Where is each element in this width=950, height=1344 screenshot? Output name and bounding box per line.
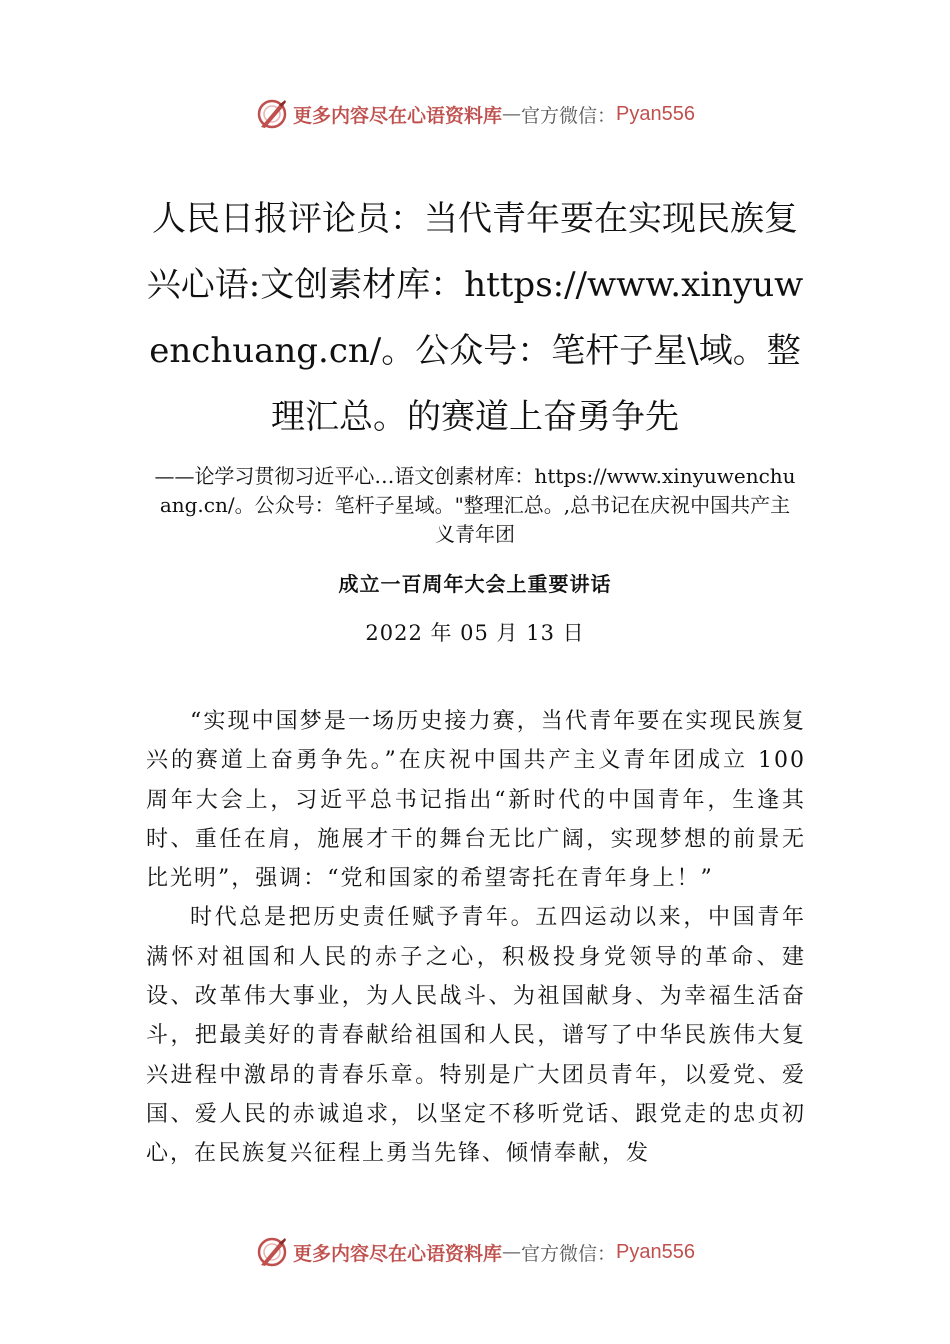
banner-wechat-label: 官方微信： xyxy=(521,104,617,127)
document-subtitle: ——论学习贯彻习近平心…语文创素材库：https://www.xinyuwenchuang.cn/。公众号：笔杆子星域。"整理汇总。,总书记在庆祝中国共产主义青年团 xyxy=(154,464,796,546)
banner-wechat-label: 官方微信： xyxy=(521,1242,617,1265)
banner-brand-text: 更多内容尽在心语资料库 xyxy=(293,1242,503,1265)
document-title: 人民日报评论员：当代青年要在实现民族复兴心语:文创素材库：https://www.xinyuwenchuang.cn/。公众号：笔杆子星\域。整理汇总。的赛道上奋勇争先 xyxy=(146,199,804,437)
banner-separator: — xyxy=(502,1241,522,1263)
document-occasion: 成立一百周年大会上重要讲话 xyxy=(338,572,612,596)
banner-brand-text: 更多内容尽在心语资料库 xyxy=(293,104,503,127)
body-paragraph: 时代总是把历史责任赋予青年。五四运动以来，中国青年满怀对祖国和人民的赤子之心，积极投身党领导的革命、建设、改革伟大事业，为人民战斗、为祖国献身、为幸福生活奋斗，把最美好的青春献给祖国和人民，谱写了中华民族伟大复兴进程中激昂的青春乐章。特别是广大团员青年，以爱党、爱国、爱人民的赤诚追求，以坚定不移听党话、跟党走的忠贞初心，在民族复兴征程上勇当先锋、倾情奉献，发 xyxy=(146,905,806,1167)
banner-wechat-id: Pyan556 xyxy=(616,1240,695,1263)
document-body xyxy=(146,702,806,1174)
header-banner xyxy=(0,94,950,134)
document-date: 2022 年 05 月 13 日 xyxy=(365,621,585,645)
quill-logo-icon xyxy=(255,97,289,131)
banner-separator: — xyxy=(502,103,522,125)
body-paragraph: “实现中国梦是一场历史接力赛，当代青年要在实现民族复兴的赛道上奋勇争先。”在庆祝中国共产主义青年团成立 100 周年大会上，习近平总书记指出“新时代的中国青年，生逢其时、重任在肩，施展才干的舞台无比广阔，实现梦想的前景无比光明”，强调：“党和国家的希望寄托在青年身上！” xyxy=(146,709,806,892)
footer-banner xyxy=(0,1232,950,1272)
quill-logo-icon xyxy=(255,1235,289,1269)
banner-wechat-id: Pyan556 xyxy=(616,102,695,125)
